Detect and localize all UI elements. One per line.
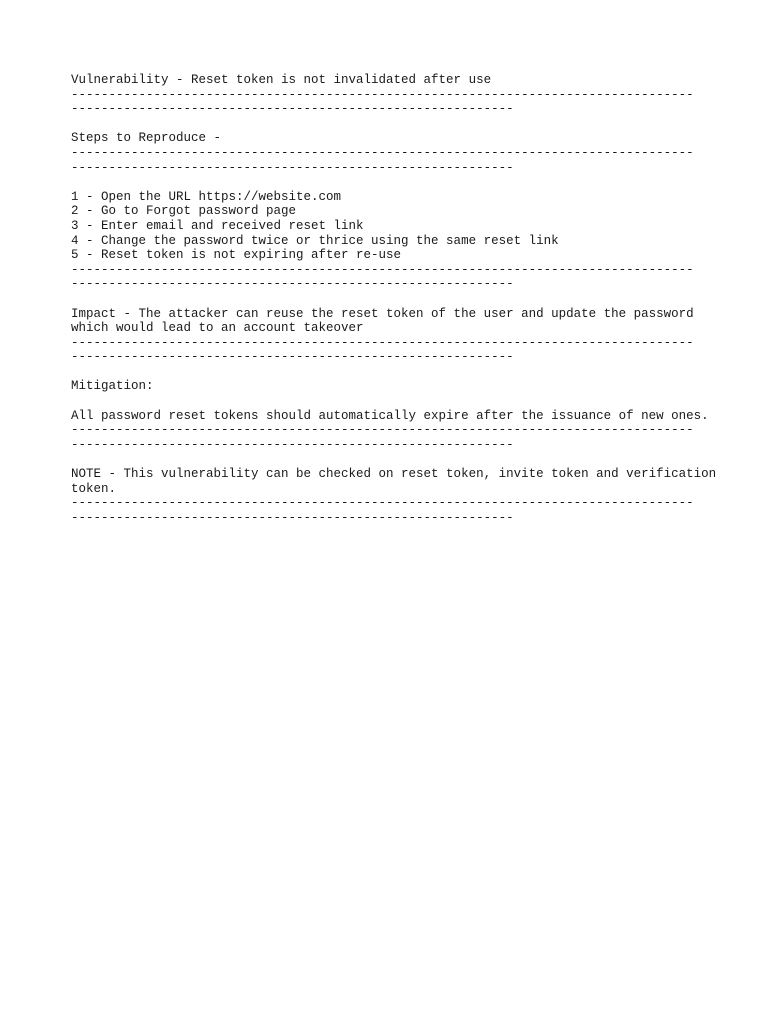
step-item: 3 - Enter email and received reset link [71,218,364,233]
separator-rule: ----------------------------------------------------------- [71,350,514,365]
spacer [71,452,721,467]
separator-rule: ----------------------------------------------------------- [71,437,514,452]
document-page [71,73,721,525]
steps-heading: Steps to Reproduce - [71,131,222,146]
separator-rule: ----------------------------------------------------------- [71,510,514,525]
separator-rule: ----------------------------------------------------------------------------------- [71,423,694,438]
separator-rule: ----------------------------------------------------------------------------------- [71,335,694,350]
separator-rule: ----------------------------------------------------------- [71,102,514,117]
separator-rule: ----------------------------------------------------------------------------------- [71,496,694,511]
separator-rule: ----------------------------------------------------------------------------------- [71,262,694,277]
impact-paragraph: Impact - The attacker can reuse the reset token of the user and update the password which would lead to an account takeover [71,306,694,336]
step-item: 5 - Reset token is not expiring after re-use [71,248,402,263]
step-item: 4 - Change the password twice or thrice using the same reset link [71,233,559,248]
step-item: 1 - Open the URL https://website.com [71,189,342,204]
vulnerability-title: Vulnerability - Reset token is not invalidated after use [71,73,492,87]
spacer [71,117,721,132]
spacer [71,365,721,380]
spacer [71,292,721,307]
note-paragraph: NOTE - This vulnerability can be checked on reset token, invite token and verification token. [71,467,717,496]
mitigation-heading: Mitigation: [71,379,154,394]
separator-rule: ----------------------------------------------------------------------------------- [71,87,694,102]
separator-rule: ----------------------------------------------------------- [71,160,514,175]
spacer [71,394,721,409]
mitigation-paragraph: All password reset tokens should automatically expire after the issuance of new ones. [71,408,709,423]
spacer [71,175,721,190]
separator-rule: ----------------------------------------------------------- [71,277,514,292]
separator-rule: ----------------------------------------------------------------------------------- [71,145,694,160]
step-item: 2 - Go to Forgot password page [71,204,297,219]
